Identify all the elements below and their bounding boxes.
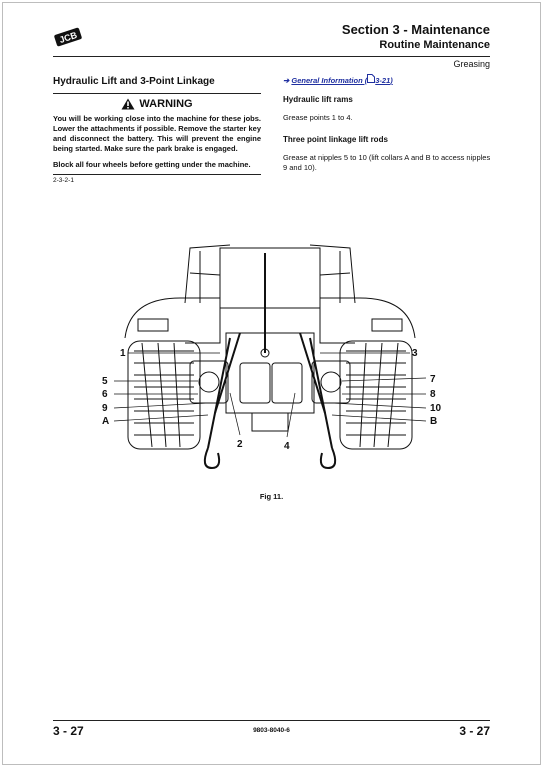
right-column xyxy=(283,74,493,185)
section-heading: Hydraulic Lift and 3-Point Linkage xyxy=(53,76,215,87)
warning-label: WARNING xyxy=(139,98,193,110)
page-number-left: 3 - 27 xyxy=(53,724,84,738)
general-info-link-text[interactable]: General Information ( xyxy=(291,76,368,85)
callout-6: 6 xyxy=(102,389,108,400)
callout-8: 8 xyxy=(430,389,436,400)
general-info-link[interactable] xyxy=(283,74,493,85)
general-info-link-close: ) xyxy=(390,76,393,85)
warning-box xyxy=(53,93,261,175)
warning-body: You will be working close into the machine for these jobs. Lower the attachments if possible. Remove the starter key and disconnect the battery. This will prevent the engine being started. Make sure the park brake is engaged. xyxy=(53,114,261,153)
callout-3: 3 xyxy=(412,348,418,359)
lift-rams-text: Grease points 1 to 4. xyxy=(283,113,353,122)
callout-4: 4 xyxy=(284,441,290,452)
callout-1: 1 xyxy=(120,348,126,359)
warning-body-2: Block all four wheels before getting under the machine. xyxy=(53,160,251,169)
figure-caption: Fig 11. xyxy=(259,492,284,501)
lift-rams-heading: Hydraulic lift rams xyxy=(283,95,353,104)
callout-10: 10 xyxy=(430,403,442,414)
callout-9: 9 xyxy=(102,403,108,414)
callout-b: B xyxy=(430,416,438,427)
callout-a: A xyxy=(102,416,110,427)
warning-triangle-icon xyxy=(121,98,135,110)
callout-5: 5 xyxy=(102,376,108,387)
callout-7: 7 xyxy=(430,374,436,385)
document-code: 9803-8040-6 xyxy=(253,727,290,734)
left-column xyxy=(53,76,261,184)
arrow-right-icon: ➔ xyxy=(283,76,290,85)
jcb-logo xyxy=(53,27,83,47)
footer-divider xyxy=(53,720,490,721)
tractor-rear-linkage-diagram xyxy=(90,243,450,483)
lift-rods-heading: Three point linkage lift rods xyxy=(283,135,388,144)
subsection-title: Routine Maintenance xyxy=(379,39,490,51)
lift-rods-text: Grease at nipples 5 to 10 (lift collars A and B to access nipples 9 and 10). xyxy=(283,153,491,172)
callout-2: 2 xyxy=(237,439,243,450)
svg-text:JCB: JCB xyxy=(58,29,79,46)
header-divider xyxy=(53,56,490,57)
warning-header xyxy=(53,98,261,110)
reference-code: 2-3-2-1 xyxy=(53,177,74,184)
general-info-page[interactable]: 3-21 xyxy=(375,76,391,85)
page-number-right: 3 - 27 xyxy=(459,724,490,738)
section-title: Section 3 - Maintenance xyxy=(341,22,490,37)
topic-label: Greasing xyxy=(453,59,490,69)
